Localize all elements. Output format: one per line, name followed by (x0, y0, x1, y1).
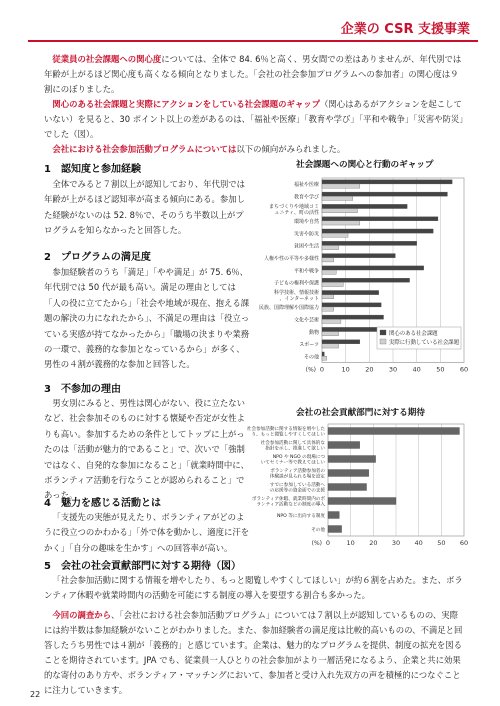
bar (328, 456, 376, 463)
x-tick-label: 10 (346, 539, 355, 547)
category-label: 社会参加活動に関する情報を増やした (246, 427, 325, 432)
bar-series-1 (322, 278, 410, 282)
conclusion-highlight: 今回の調査から (52, 610, 112, 620)
category-label: 指針を示し、推進して欲しい (265, 446, 325, 452)
section-heading-5: 5 会社の社会貢献部門に対する期待（図） (44, 561, 241, 572)
bar-series-2 (322, 332, 339, 336)
category-label: ュニティ、町の活性 (274, 209, 319, 216)
category-label: NPO 等に出向する制度 (276, 514, 325, 519)
legend-label: 関心のある社会課題 (389, 331, 438, 337)
category-label: 福祉や医療 (293, 182, 319, 189)
bar (328, 498, 396, 505)
gap-chart (256, 172, 470, 382)
category-label: ランティア活動などの制度の導入 (256, 502, 325, 508)
legend-swatch (380, 330, 386, 335)
x-tick-label: 30 (391, 539, 401, 547)
category-label: いてセミナー等で教えてほしい (260, 460, 325, 466)
x-tick-label: 40 (412, 365, 421, 374)
intro-text-2: （関心はあるがアクションを起こしていない）を見ると、30 ポイント以上の差があるのは、「福祉や医療」「教育や学び」「平和や戦争」「災害や防災」でした（図）。 (44, 99, 464, 139)
bar-series-2 (322, 319, 341, 323)
page-number: 22 (30, 690, 41, 699)
legend-label: 実際に行動している社会課題 (389, 340, 460, 346)
category-label: スポーツ (299, 342, 319, 349)
bar-series-2 (322, 209, 358, 213)
intro-paragraph-1 (44, 52, 464, 97)
x-tick-label: 0 (319, 365, 325, 374)
x-tick-label: 60 (459, 539, 469, 547)
intro-text-1: については、全体で 84. 6％と高く、男女間での差はありませんが、年代別では年齢が上がるほど関心度も高くなる傾向となりました。「会社の社会参加プログラムへの参加者」の関心度は９割にのぼりました。 (44, 54, 462, 94)
expectation-chart-title: 会社の社会貢献部門に対する期待 (296, 408, 425, 418)
intro-highlight-2: 関心のある社会課題と実際にアクションをしている社会課題のギャップ (52, 99, 320, 109)
category-label: その他 (311, 528, 325, 533)
bar (328, 512, 339, 519)
category-label: 民族、国際理解や国際協力 (258, 305, 319, 312)
category-label: 体験談が見られる場を設定 (269, 474, 325, 480)
section-body-4: 「支援先の実態が見えたり、ボランティアがどのように役立つのかわかる」「外で体を動かし、適度に汗をかく」「自分の趣味を生かす」への回答率が高い。 (44, 512, 250, 553)
bar (328, 484, 367, 491)
expectation-chart (246, 418, 470, 553)
bar-series-2 (322, 295, 334, 299)
category-label: 動物 (308, 329, 319, 336)
x-axis-unit: (%) (311, 540, 322, 547)
category-label: 教育や学び (293, 194, 319, 201)
bar-series-1 (322, 204, 407, 208)
x-tick-label: 20 (365, 365, 374, 374)
gap-chart-title: 社会課題への関心と行動のギャップ (296, 160, 434, 170)
section-heading-3: 3 不参加の理由 (44, 384, 121, 395)
bar-series-2 (322, 282, 343, 286)
bar-series-2 (322, 258, 334, 262)
category-label: 平和や戦争 (293, 268, 319, 275)
category-label: の応援等の資金面での支援 (269, 488, 325, 494)
bar (328, 470, 369, 477)
bar-series-1 (322, 241, 417, 245)
bar-series-1 (322, 340, 360, 344)
section-body-5: 「社会参加活動に関する情報を増やしたり、もっと閲覧しやすくしてほしい」が約６割を占めた。また、ボランティア休暇や就業時間内の活動を可能にする制度の導入を要望する割合も多かった。 (44, 575, 463, 600)
category-label: 災害や防災 (293, 231, 319, 238)
category-label: 子どもの権利や保護 (273, 280, 319, 287)
category-label: 文化や芸術 (293, 317, 319, 324)
section-body-3: 男女別にみると、男性は関心がない、役に立たないなど、社会参加そのものに対する懐疑や否定が女性よりも高い。参加するための条件としてトップに上がったのは「活動が魅力的であること」で、次いで「強制ではなく、自発的な参加になること」「就業時間中に、ボランティア活動を行なうことが認められること」であった。 (44, 398, 250, 501)
x-axis-unit: (%) (305, 366, 316, 374)
x-tick-label: 0 (325, 539, 331, 547)
conclusion-paragraph (44, 608, 464, 698)
bar-series-1 (322, 266, 424, 270)
page-header-title: 企業の CSR 支援事業 (340, 22, 470, 37)
bar-series-1 (322, 315, 384, 319)
intro-paragraph-3 (44, 142, 464, 157)
category-label: り、もっと閲覧しやすくしてほしい (251, 432, 325, 438)
section-heading-1: 1 認知度と参加経験 (44, 164, 141, 175)
category-label: 人権や性の平等や多様性 (263, 255, 319, 262)
category-label: 科学技術、情報技術 (273, 289, 319, 296)
bar-series-2 (322, 196, 353, 200)
category-label: 社会参加活動に関して具体的な (260, 441, 325, 446)
category-label: 、インターネット (279, 295, 319, 302)
x-tick-label: 30 (388, 365, 398, 374)
category-label: 貧困や生活 (293, 243, 319, 250)
x-tick-label: 40 (414, 539, 423, 547)
section-body-2: 参加経験者のうち「満足」「やや満足」が 75. 6％、年代別では 50 代が最も高い。満足の理由としては「人の役に立てたから」「社会や地域が現在、抱える課題の解決の力になれたから」、不満足の理由は「役立っている実感が持てなかったから」「職場の決まりや業務の一環で、義務的な参加となっているから」が多く、男性の４割が義務的な参加と回答した。 (44, 267, 250, 370)
bar-series-1 (322, 229, 433, 233)
category-label: まちづくりや地域コミ (269, 203, 319, 210)
bar-series-2 (322, 344, 339, 348)
bar-series-1 (322, 303, 381, 307)
intro-text-3: 以下の傾向がみられました。 (236, 144, 346, 154)
bar-series-1 (322, 180, 452, 184)
legend-swatch (380, 339, 386, 344)
bar-series-1 (322, 217, 438, 221)
category-label: ボランティア休暇、就業時間内のボ (251, 497, 325, 502)
x-tick-label: 20 (369, 539, 378, 547)
x-tick-label: 60 (459, 365, 469, 374)
bar-series-1 (322, 290, 379, 294)
bar-series-1 (322, 327, 379, 331)
header-rule (28, 40, 478, 42)
bar (328, 428, 459, 435)
gap-chart-box (256, 157, 470, 382)
category-label: すでに参加している活動へ (269, 483, 325, 488)
category-label: 環境や自然 (293, 219, 319, 226)
conclusion-text: 、「会社における社会参加活動プログラム」については７割以上が認知しているものの、実際には約半数は参加経験がないことがわかりました。また、参加経験者の満足度は比較的高いものの、不満足と回答したうち男性では４割が「義務的」と感じています。企業は、魅力的なプログラムを提供、制度の拡充を図ることを期待されています。JPA でも、従業員一人ひとりの社会参加がより一層活発になるよう、企業と共に効果的な寄付のあり方や、ボランティア・マッチングにおいて、参加者と受け入れ先双方の声を積極的につなぐことに注力していきます。 (44, 610, 463, 695)
bar-series-2 (322, 307, 334, 311)
section-heading-4: 4 魅力を感じる活動とは (44, 498, 161, 509)
x-tick-label: 50 (437, 539, 446, 547)
bar-series-2 (322, 270, 336, 274)
bar-series-2 (322, 221, 360, 225)
bar-series-2 (322, 356, 327, 360)
bar (328, 526, 342, 533)
intro-highlight-3: 会社における社会参加活動プログラムについては (52, 144, 237, 154)
section-heading-2: 2 プログラムの満足度 (44, 252, 151, 263)
section-body-1: 全体でみると７割以上が認知しており、年代別では年齢が上がるほど認知率が高まる傾向にある。参加した経験がないのは 52. 8％で、そのうち半数以上がプログラムを知らなかったと回答した。 (44, 179, 246, 236)
bar-series-2 (322, 233, 348, 237)
bar-series-1 (322, 192, 447, 196)
bar-series-1 (322, 254, 395, 258)
category-label: ボランティア活動参加者の (270, 469, 325, 474)
intro-paragraph-2 (44, 97, 464, 142)
x-tick-label: 50 (436, 365, 445, 374)
x-tick-label: 10 (341, 365, 350, 374)
category-label: その他 (303, 354, 319, 361)
bar-series-2 (322, 184, 360, 188)
expectation-chart-box (246, 405, 470, 553)
bar (328, 442, 360, 449)
bar-series-1 (322, 352, 324, 356)
intro-highlight-1: 従業員の社会課題への関心度 (52, 54, 162, 64)
category-label: NPO や NGO の現場につ (272, 455, 325, 460)
bar-series-2 (322, 245, 339, 249)
